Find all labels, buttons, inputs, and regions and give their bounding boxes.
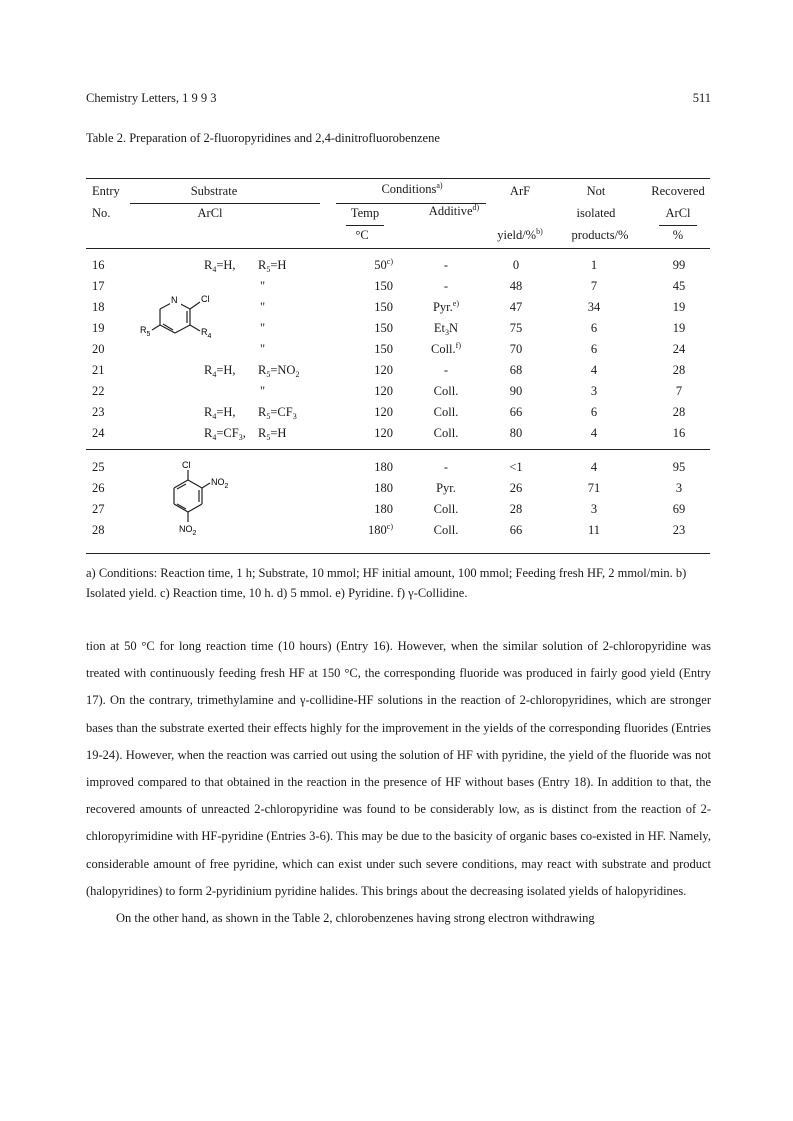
header-conditions: [381, 182, 442, 197]
pyridine-n-label: N: [171, 295, 178, 305]
conditions-label: Conditions: [381, 182, 437, 196]
header-recovered-2: ArCl: [665, 206, 691, 220]
cell-additive: [416, 426, 476, 441]
table-row: [86, 363, 710, 384]
temp-value: 180: [368, 523, 387, 537]
header-temp-unit: °C: [355, 228, 369, 242]
cell-recovered: 28: [672, 363, 686, 377]
header-temp: Temp: [350, 206, 380, 220]
header-recovered-3: %: [672, 228, 684, 242]
cell-arf-yield: 26: [509, 481, 523, 495]
cell-arf-yield: 66: [509, 523, 523, 537]
temp-footnote-mark: c): [386, 522, 393, 531]
additive-label: Additive: [428, 204, 473, 218]
cell-ditto: ": [260, 321, 266, 335]
additive-value: -: [443, 363, 449, 377]
cell-recovered: 45: [672, 279, 686, 293]
cell-r5: $R_5=CF_3$: [258, 405, 297, 421]
cell-arf-yield: 28: [509, 502, 523, 516]
cell-temp: [353, 279, 393, 294]
cell-additive: [416, 384, 476, 399]
journal-name: Chemistry Letters, 1 9 9 3: [86, 91, 217, 105]
cell-temp: [353, 523, 393, 538]
benzene-no2-ortho-label: $NO_2$: [211, 477, 229, 490]
cell-r4: $R_4=H$,: [204, 363, 236, 379]
header-not-3: products/%: [571, 228, 629, 242]
cell-not-isolated: 4: [590, 363, 598, 377]
table-row: [86, 258, 710, 279]
cell-not-isolated: 6: [590, 321, 598, 335]
cell-entry: 21: [92, 363, 105, 377]
cell-not-isolated: 1: [590, 258, 598, 272]
additive-footnote-mark: e): [452, 299, 460, 308]
cell-temp: [353, 460, 393, 475]
group-divider-rule: [86, 449, 710, 450]
additive-value: $Et_3N$: [433, 321, 459, 337]
cell-recovered: 69: [672, 502, 686, 516]
cell-entry: 22: [92, 384, 105, 398]
cell-not-isolated: 71: [587, 481, 601, 495]
cell-not-isolated: 4: [590, 460, 598, 474]
cell-entry: 16: [92, 258, 105, 272]
cell-r4: $R_4=H$,: [204, 258, 236, 274]
cell-ditto: ": [260, 384, 266, 398]
cell-arf-yield: 0: [512, 258, 520, 272]
temp-value: 150: [374, 342, 393, 356]
cell-entry: 28: [92, 523, 105, 537]
header-no: No.: [92, 206, 111, 220]
cell-temp: [353, 405, 393, 420]
temp-value: 180: [374, 460, 393, 474]
cell-not-isolated: 34: [587, 300, 601, 314]
body-paragraph-1: tion at 50 °C for long reaction time (10 hours) (Entry 16). However, when the similar solution of 2-chloropyridine was treated with continuously feeding fresh HF at 150 °C, the corresponding fluoride was produced in fairly good yield (Entry 17). On the contrary, trimethylamine and γ-collidine-HF solutions in the reaction of 2-chloropyridines, which are stronger bases than the substrate exerted their effects highly for the improvement in the yields of the corresponding fluorides (Entries 19-24). However, when the reaction was carried out using the solution of HF with pyridine, the yield of the fluoride was not improved compared to that obtained in the reaction in the presence of HF without bases (Entry 18). In addition to that, the recovered amounts of unreacted 2-chloropyridine was found to be considerably low, as is distinct from the reaction of 2-chloropyrimidine with HF-pyridine (Entries 3-6). This may be due to the basicity of organic bases co-existed in HF. Namely, considerable amount of free pyridine, which can exist under such severe conditions, may react with substrate and product (halopyridines) to form 2-pyridinium pyridine halides. This brings about the decreasing isolated yields of halopyridines.: [86, 639, 711, 898]
header-substrate: Substrate: [190, 184, 238, 198]
header-recovered-1: Recovered: [651, 184, 705, 198]
table-footnote: a) Conditions: Reaction time, 1 h; Substrate, 10 mmol; HF initial amount, 100 mmol; Feeding fresh HF, 2 mmol/min. b) Isolated yield. c) Reaction time, 10 h. d) 5 mmol. e) Pyridine. f) γ-Collidine.: [86, 566, 687, 600]
cell-recovered: 99: [672, 258, 686, 272]
additive-value: Coll.: [433, 405, 459, 419]
cell-recovered: 3: [675, 481, 683, 495]
cell-arf-yield: <1: [509, 460, 523, 474]
additive-value: Coll.: [431, 342, 456, 356]
cell-recovered: 95: [672, 460, 686, 474]
temp-value: 120: [374, 363, 393, 377]
pyridine-r4-label: $R_4$: [201, 327, 212, 340]
table-bottom-rule: [86, 553, 710, 554]
cell-additive: [416, 481, 476, 496]
cell-ditto: ": [260, 279, 266, 293]
cell-r5: $R_5=H$: [258, 258, 287, 274]
cell-additive: [416, 279, 476, 294]
cell-additive: [416, 342, 476, 357]
cell-entry: 26: [92, 481, 105, 495]
cell-ditto: ": [260, 342, 266, 356]
additive-value: Coll.: [433, 523, 459, 537]
additive-value: -: [443, 460, 449, 474]
cell-entry: 18: [92, 300, 105, 314]
header-arcl: ArCl: [197, 206, 223, 220]
cell-entry: 27: [92, 502, 105, 516]
cell-additive: [416, 258, 476, 273]
cell-arf-yield: 47: [509, 300, 523, 314]
arcl-underline: [659, 225, 697, 226]
header-bottom-rule: [86, 248, 710, 249]
table-caption: Table 2. Preparation of 2-fluoropyridines and 2,4-dinitrofluorobenzene: [86, 131, 440, 145]
dinitrochlorobenzene-structure: [160, 458, 250, 538]
body-text: [86, 633, 711, 932]
cell-additive: [416, 363, 476, 378]
yield-footnote-mark: b): [536, 227, 543, 236]
temp-value: 120: [374, 384, 393, 398]
cell-additive: [416, 405, 476, 420]
substrate-underline: [130, 203, 320, 204]
cell-recovered: 19: [672, 321, 686, 335]
cell-temp: [353, 258, 393, 273]
cell-not-isolated: 11: [587, 523, 601, 537]
cell-entry: 24: [92, 426, 105, 440]
header-arf: ArF: [509, 184, 531, 198]
benzene-no2-para-label: $NO_2$: [179, 524, 197, 537]
cell-ditto: ": [260, 300, 266, 314]
cell-not-isolated: 7: [590, 279, 598, 293]
table-row: [86, 384, 710, 405]
cell-recovered: 19: [672, 300, 686, 314]
cell-arf-yield: 66: [509, 405, 523, 419]
header-not-1: Not: [586, 184, 606, 198]
temp-value: 150: [374, 300, 393, 314]
body-paragraph-2: On the other hand, as shown in the Table 2, chlorobenzenes having strong electron withdrawing: [116, 911, 595, 926]
header-entry: Entry: [92, 184, 120, 198]
cell-additive: [416, 523, 476, 538]
cell-entry: 23: [92, 405, 105, 419]
cell-not-isolated: 3: [590, 502, 598, 516]
cell-additive: [416, 321, 476, 336]
additive-value: Pyr.: [436, 481, 456, 495]
cell-entry: 20: [92, 342, 105, 356]
cell-r4: $R_4=H$,: [204, 405, 236, 421]
cell-arf-yield: 75: [509, 321, 523, 335]
cell-temp: [353, 363, 393, 378]
additive-value: -: [443, 279, 449, 293]
cell-temp: [353, 321, 393, 336]
benzene-cl-label: Cl: [182, 460, 191, 470]
header-yield: [497, 228, 543, 243]
conditions-footnote-mark: a): [436, 181, 443, 190]
additive-value: Pyr.: [432, 300, 453, 314]
temp-value: 120: [374, 426, 393, 440]
header-additive: [429, 204, 479, 219]
cell-not-isolated: 3: [590, 384, 598, 398]
table-top-rule: [86, 178, 710, 179]
temp-value: 150: [374, 279, 393, 293]
cell-additive: [416, 460, 476, 475]
cell-not-isolated: 6: [590, 342, 598, 356]
temp-footnote-mark: c): [386, 257, 393, 266]
cell-recovered: 28: [672, 405, 686, 419]
cell-recovered: 16: [672, 426, 686, 440]
cell-r4: $R_4=CF_3$,: [204, 426, 246, 442]
cell-arf-yield: 48: [509, 279, 523, 293]
cell-entry: 19: [92, 321, 105, 335]
cell-entry: 25: [92, 460, 105, 474]
cell-not-isolated: 6: [590, 405, 598, 419]
cell-additive: [416, 502, 476, 517]
chloropyridine-structure: [140, 288, 230, 344]
additive-value: Coll.: [433, 426, 459, 440]
cell-arf-yield: 68: [509, 363, 523, 377]
cell-entry: 17: [92, 279, 105, 293]
additive-value: Coll.: [433, 502, 459, 516]
additive-value: -: [443, 258, 449, 272]
temp-value: 50: [374, 258, 387, 272]
pyridine-r5-label: $R_5$: [140, 325, 151, 338]
pyridine-cl-label: Cl: [201, 294, 210, 304]
page-number: 511: [692, 91, 711, 105]
cell-temp: [353, 426, 393, 441]
table-row: [86, 342, 710, 363]
cell-temp: [353, 342, 393, 357]
cell-temp: [353, 502, 393, 517]
temp-underline: [346, 225, 384, 226]
additive-footnote-mark: f): [455, 341, 461, 350]
table-row: [86, 405, 710, 426]
cell-arf-yield: 80: [509, 426, 523, 440]
cell-not-isolated: 4: [590, 426, 598, 440]
cell-r5: $R_5=H$: [258, 426, 287, 442]
additive-value: Coll.: [433, 384, 459, 398]
cell-r5: $R_5=NO_2$: [258, 363, 300, 379]
cell-temp: [353, 300, 393, 315]
temp-value: 150: [374, 321, 393, 335]
cell-temp: [353, 481, 393, 496]
running-header: [86, 91, 711, 107]
cell-recovered: 7: [675, 384, 683, 398]
cell-temp: [353, 384, 393, 399]
table-row: [86, 426, 710, 447]
temp-value: 120: [374, 405, 393, 419]
cell-arf-yield: 70: [509, 342, 523, 356]
yield-label: yield/%: [497, 228, 537, 242]
additive-footnote-mark: d): [472, 203, 480, 212]
temp-value: 180: [374, 502, 393, 516]
cell-recovered: 23: [672, 523, 686, 537]
cell-additive: [416, 300, 476, 315]
header-not-2: isolated: [576, 206, 616, 220]
cell-recovered: 24: [672, 342, 686, 356]
temp-value: 180: [374, 481, 393, 495]
cell-arf-yield: 90: [509, 384, 523, 398]
